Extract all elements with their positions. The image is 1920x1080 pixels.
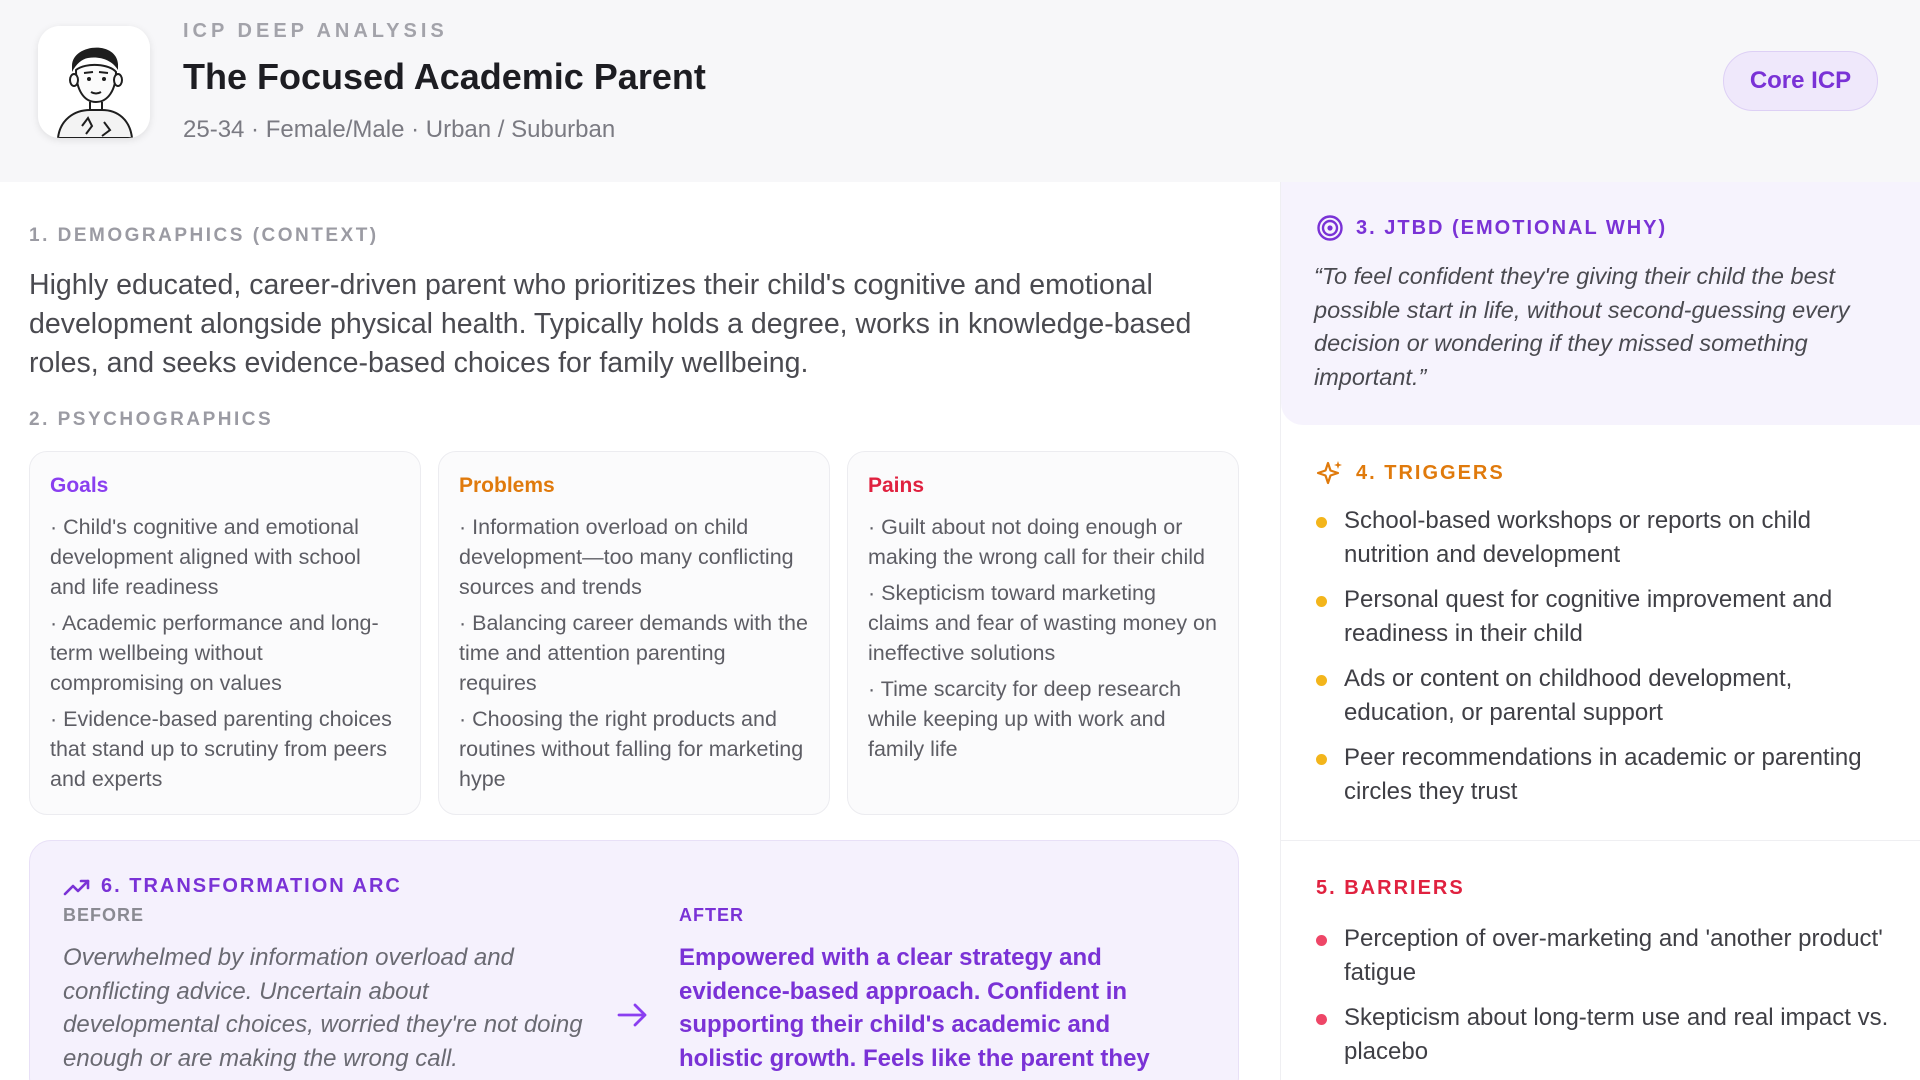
after-text: Empowered with a clear strategy and evidence-based approach. Confident in supporting their child's academic and holistic growth. Feels like the parent they [679, 944, 1150, 1072]
bullet-dot [1316, 1014, 1327, 1025]
problem-item: · Information overload on child development—too many conflicting sources and trends [459, 515, 794, 599]
triggers-list [1316, 504, 1896, 820]
goal-item: · Evidence-based parenting choices that stand up to scrutiny from peers and experts [50, 707, 392, 791]
barriers-label: 5. BARRIERS [1316, 877, 1465, 899]
barriers-list [1316, 922, 1896, 1080]
pains-card [847, 451, 1239, 815]
icp-status-badge[interactable]: Core ICP [1723, 51, 1878, 111]
barrier-text: Perception of over-marketing and 'another product' fatigue [1344, 925, 1883, 986]
problem-item: · Balancing career demands with the time and attention parenting requires [459, 611, 808, 695]
barrier-item [1316, 1001, 1896, 1069]
trigger-item [1316, 741, 1896, 809]
problems-card [438, 451, 830, 815]
triggers-label: 4. TRIGGERS [1356, 461, 1505, 484]
after-label: AFTER [679, 905, 744, 925]
jtbd-quote: “To feel confident they're giving their child the best possible start in life, without second-guessing every decision or wondering if they missed something important.” [1314, 263, 1850, 390]
goals-card [29, 451, 421, 815]
section-divider [1281, 840, 1920, 841]
pain-item: · Guilt about not doing enough or making the wrong call for their child [868, 515, 1205, 569]
right-panel [1280, 182, 1920, 1080]
bullet-dot [1316, 596, 1327, 607]
bullet-dot [1316, 935, 1327, 946]
pains-title: Pains [868, 474, 925, 497]
trigger-item [1316, 662, 1896, 730]
arrow-right-icon [616, 1001, 650, 1029]
profile-header [0, 0, 1920, 182]
pain-item: · Time scarcity for deep research while keeping up with work and family life [868, 677, 1182, 761]
bullet-dot [1316, 675, 1327, 686]
trigger-text: Peer recommendations in academic or parenting circles they trust [1344, 744, 1862, 805]
goal-item: · Child's cognitive and emotional development aligned with school and life readiness [50, 515, 361, 599]
trigger-item [1316, 583, 1896, 651]
jtbd-panel [1281, 182, 1920, 425]
sparkles-icon [1316, 459, 1344, 487]
goal-item: · Academic performance and long-term wellbeing without compromising on values [50, 611, 379, 695]
before-label: BEFORE [63, 905, 145, 925]
bullet-dot [1316, 754, 1327, 765]
problem-item: · Choosing the right products and routines without falling for marketing hype [459, 707, 804, 791]
goals-title: Goals [50, 474, 109, 497]
demographics-label: 1. DEMOGRAPHICS (CONTEXT) [29, 225, 379, 246]
bullet-dot [1316, 517, 1327, 528]
page-eyebrow: ICP DEEP ANALYSIS [183, 20, 448, 42]
trigger-text: School-based workshops or reports on child nutrition and development [1344, 507, 1811, 568]
barrier-item [1316, 922, 1896, 990]
trending-up-icon [63, 877, 91, 897]
trigger-text: Ads or content on childhood development, education, or parental support [1344, 665, 1793, 726]
transformation-header [63, 875, 402, 898]
target-icon [1316, 214, 1344, 242]
trigger-text: Personal quest for cognitive improvement and readiness in their child [1344, 586, 1833, 647]
trigger-item [1316, 504, 1896, 572]
barriers-header [1316, 877, 1465, 900]
page-title: The Focused Academic Parent [183, 56, 706, 97]
triggers-header [1316, 459, 1505, 487]
persona-avatar [38, 26, 150, 138]
persona-subtitle: 25-34 · Female/Male · Urban / Suburban [183, 116, 616, 143]
demographics-text: Highly educated, career-driven parent who prioritizes their child's cognitive and emotional development alongside physical health. Typically holds a degree, works in knowledge-based roles, and seeks evidence-based choices for family wellbeing. [29, 269, 1192, 379]
jtbd-label: 3. JTBD (EMOTIONAL WHY) [1356, 216, 1668, 239]
problems-title: Problems [459, 474, 555, 497]
psychographics-label: 2. PSYCHOGRAPHICS [29, 409, 274, 430]
barrier-text: Skepticism about long-term use and real impact vs. placebo [1344, 1004, 1889, 1065]
transformation-arc-panel [29, 840, 1239, 1080]
pain-item: · Skepticism toward marketing claims and fear of wasting money on ineffective solutions [868, 581, 1217, 665]
jtbd-header [1316, 214, 1667, 242]
transformation-label: 6. TRANSFORMATION ARC [101, 875, 402, 897]
before-text: Overwhelmed by information overload and conflicting advice. Uncertain about developmental choices, worried they're not doing enough or are making the wrong call. [63, 944, 583, 1072]
